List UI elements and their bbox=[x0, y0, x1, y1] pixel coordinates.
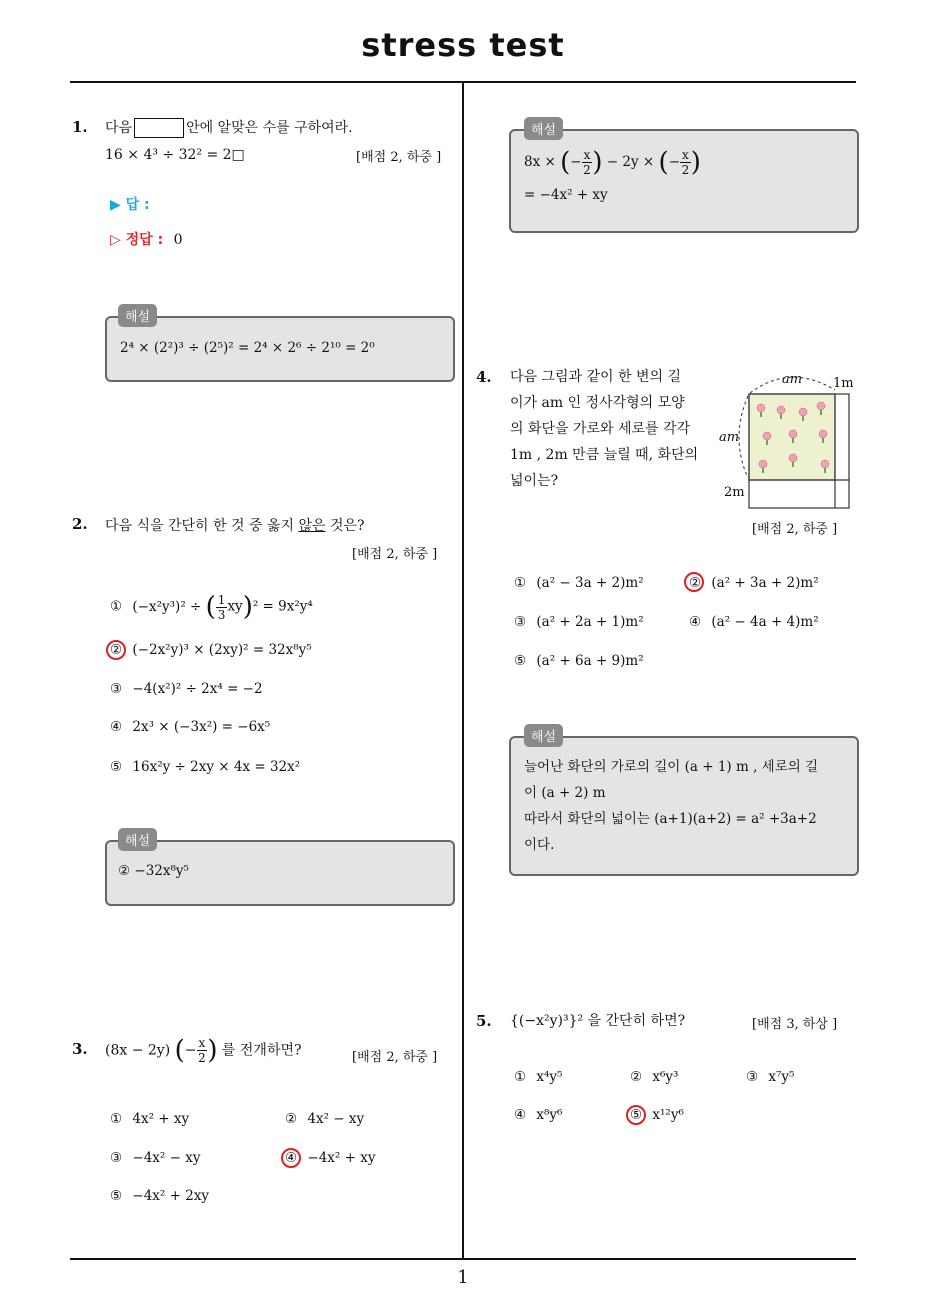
explanation-line-2: = −4x² + xy bbox=[524, 187, 608, 203]
page-title: stress test bbox=[361, 26, 565, 64]
question-3-option-1: ① 4x² + xy bbox=[110, 1111, 190, 1127]
question-3-explanation bbox=[509, 129, 859, 233]
selected-answer-mark bbox=[684, 572, 704, 592]
question-5-option-5: ⑤ x¹²y⁶ bbox=[630, 1107, 684, 1123]
explanation-tag: 해설 bbox=[524, 724, 563, 747]
explanation-text: 2⁴ × (2²)³ ÷ (2⁵)² = 2⁴ × 2⁶ ÷ 2¹⁰ = 2⁰ bbox=[120, 340, 375, 356]
question-2-number: 2. bbox=[72, 515, 88, 533]
question-2-text: 다음 식을 간단히 한 것 중 옳지 않은 것은? bbox=[105, 518, 365, 534]
explanation-line-1: 8x × (− $\frac{x}{2}$ ) − 2y × (− $\frac{x}{2}$ ) bbox=[524, 147, 701, 178]
selected-answer-mark bbox=[281, 1148, 301, 1168]
figure-right-label: 1m bbox=[833, 376, 854, 391]
correct-answer: ▷ 정답 : 0 bbox=[110, 232, 183, 248]
column-divider bbox=[462, 82, 464, 1259]
question-3-option-4: ④ −4x² + xy bbox=[285, 1150, 376, 1166]
question-4-option-5: ⑤ (a² + 6a + 9)m² bbox=[514, 653, 644, 669]
question-1-number: 1. bbox=[72, 118, 88, 136]
question-3-score: [배점 2, 하중 ] bbox=[352, 1050, 438, 1065]
question-4-option-1: ① (a² − 3a + 2)m² bbox=[514, 575, 644, 591]
question-3-option-5: ⑤ −4x² + 2xy bbox=[110, 1188, 210, 1204]
explanation-tag: 해설 bbox=[118, 828, 157, 851]
explanation-text: 늘어난 화단의 가로의 길이 (a + 1) m , 세로의 길 이 (a + 2) m 따라서 화단의 넓이는 (a+1)(a+2) = a² +3a+2 이다. bbox=[524, 759, 819, 853]
question-1-expression: 16 × 4³ ÷ 32² = 2□ bbox=[105, 147, 245, 163]
explanation-tag: 해설 bbox=[118, 304, 157, 327]
question-2-option-5: ⑤ 16x²y ÷ 2xy × 4x = 32x² bbox=[110, 759, 301, 775]
question-1-score: [배점 2, 하중 ] bbox=[356, 150, 442, 165]
question-3-option-3: ③ −4x² − xy bbox=[110, 1150, 201, 1166]
explanation-tag: 해설 bbox=[524, 117, 563, 140]
question-4-option-2: ② (a² + 3a + 2)m² bbox=[689, 575, 819, 591]
question-2-option-3: ③ −4(x²)² ÷ 2x⁴ = −2 bbox=[110, 681, 263, 697]
question-2-option-4: ④ 2x³ × (−3x²) = −6x⁵ bbox=[110, 719, 271, 735]
selected-answer-mark bbox=[626, 1105, 646, 1125]
figure-side-label: am bbox=[719, 430, 740, 445]
question-5-option-3: ③ x⁷y⁵ bbox=[746, 1069, 795, 1085]
explanation-text: ② −32x⁸y⁵ bbox=[118, 863, 189, 879]
question-2-option-1: ① (−x²y³)² ÷ ( $\frac{1}{3}$ xy)² = 9x²y⁴ bbox=[110, 592, 313, 622]
figure-bottom-label: 2m bbox=[724, 485, 745, 500]
question-4-option-4: ④ (a² − 4a + 4)m² bbox=[689, 614, 819, 630]
question-5-option-4: ④ x⁸y⁶ bbox=[514, 1107, 563, 1123]
selected-answer-mark bbox=[106, 640, 126, 660]
question-4-score: [배점 2, 하중 ] bbox=[752, 522, 838, 537]
question-4-text: 다음 그림과 같이 한 변의 길 이가 am 인 정사각형의 모양 의 화단을 가로와 세로를 각각 1m , 2m 만큼 늘릴 때, 화단의 넓이는? bbox=[510, 369, 699, 489]
page-number: 1 bbox=[457, 1267, 469, 1288]
side-brace bbox=[739, 396, 748, 478]
question-5-score: [배점 3, 하상 ] bbox=[752, 1017, 838, 1032]
footer-rule bbox=[70, 1258, 856, 1260]
question-5-text: {(−x²y)³}² 을 간단히 하면? bbox=[510, 1013, 686, 1029]
question-3-option-2: ② 4x² − xy bbox=[285, 1111, 365, 1127]
question-2-option-2: ② (−2x²y)³ × (2xy)² = 32x⁸y⁵ bbox=[110, 642, 312, 658]
question-5-number: 5. bbox=[476, 1012, 492, 1030]
question-3-number: 3. bbox=[72, 1040, 88, 1058]
question-4-number: 4. bbox=[476, 368, 492, 386]
question-1-text: 다음 안에 알맞은 수를 구하여라. bbox=[105, 120, 353, 136]
answer-blank bbox=[134, 118, 184, 138]
question-5-option-1: ① x⁴y⁵ bbox=[514, 1069, 563, 1085]
question-2-score: [배점 2, 하중 ] bbox=[352, 547, 438, 562]
question-5-option-2: ② x⁶y³ bbox=[630, 1069, 679, 1085]
question-4-option-3: ③ (a² + 2a + 1)m² bbox=[514, 614, 644, 630]
figure-top-label: am bbox=[782, 372, 803, 387]
question-3-text: (8x − 2y) (− $\frac{x}{2}$ ) 를 전개하면? bbox=[105, 1035, 302, 1066]
answer-label: ▶ 답 : bbox=[110, 197, 150, 213]
